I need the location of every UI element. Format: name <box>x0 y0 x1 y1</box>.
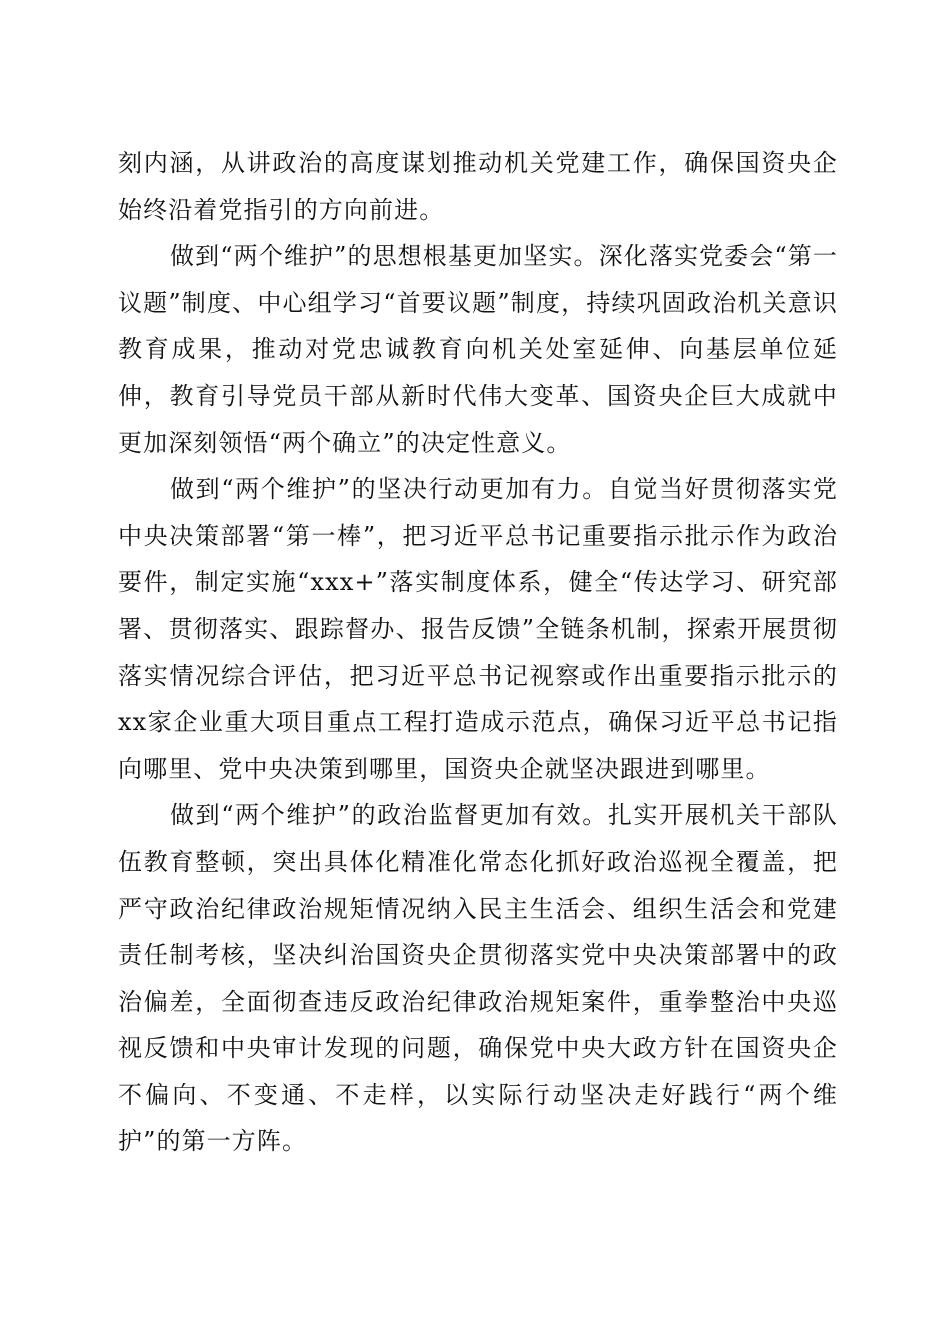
paragraph-continuation: 刻内涵，从讲政治的高度谋划推动机关党建工作，确保国资央企始终沿着党指引的方向前进。 <box>118 149 838 224</box>
document-body <box>118 140 838 1165</box>
paragraph-resolute-action: 做到“两个维护”的坚决行动更加有力。自觉当好贯彻落实党中央决策部署“第一棒”，把习近平总书记重要指示批示作为政治要件，制定实施“xxx+”落实制度体系，健全“传达学习、研究部署、贯彻落实、跟踪督办、报告反馈”全链条机制，探索开展贯彻落实情况综合评估，把习近平总书记视察或作出重要指示批示的xx家企业重大项目重点工程打造成示范点，确保习近平总书记指向哪里、党中央决策到哪里，国资央企就坚决跟进到哪里。 <box>118 475 838 783</box>
paragraph-political-supervision: 做到“两个维护”的政治监督更加有效。扎实开展机关干部队伍教育整顿，突出具体化精准化常态化抓好政治巡视全覆盖，把严守政治纪律政治规矩情况纳入民主生活会、组织生活会和党建责任制考核，坚决纠治国资央企贯彻落实党中央决策部署中的政治偏差，全面彻查违反政治纪律政治规矩案件，重拳整治中央巡视反馈和中央审计发现的问题，确保党中央大政方针在国资央企不偏向、不变通、不走样，以实际行动坚决走好践行“两个维护”的第一方阵。 <box>118 801 838 1156</box>
paragraph-ideological-foundation: 做到“两个维护”的思想根基更加坚实。深化落实党委会“第一议题”制度、中心组学习“首要议题”制度，持续巩固政治机关意识教育成果，推动对党忠诚教育向机关处室延伸、向基层单位延伸，教育引导党员干部从新时代伟大变革、国资央企巨大成就中更加深刻领悟“两个确立”的决定性意义。 <box>118 242 838 457</box>
